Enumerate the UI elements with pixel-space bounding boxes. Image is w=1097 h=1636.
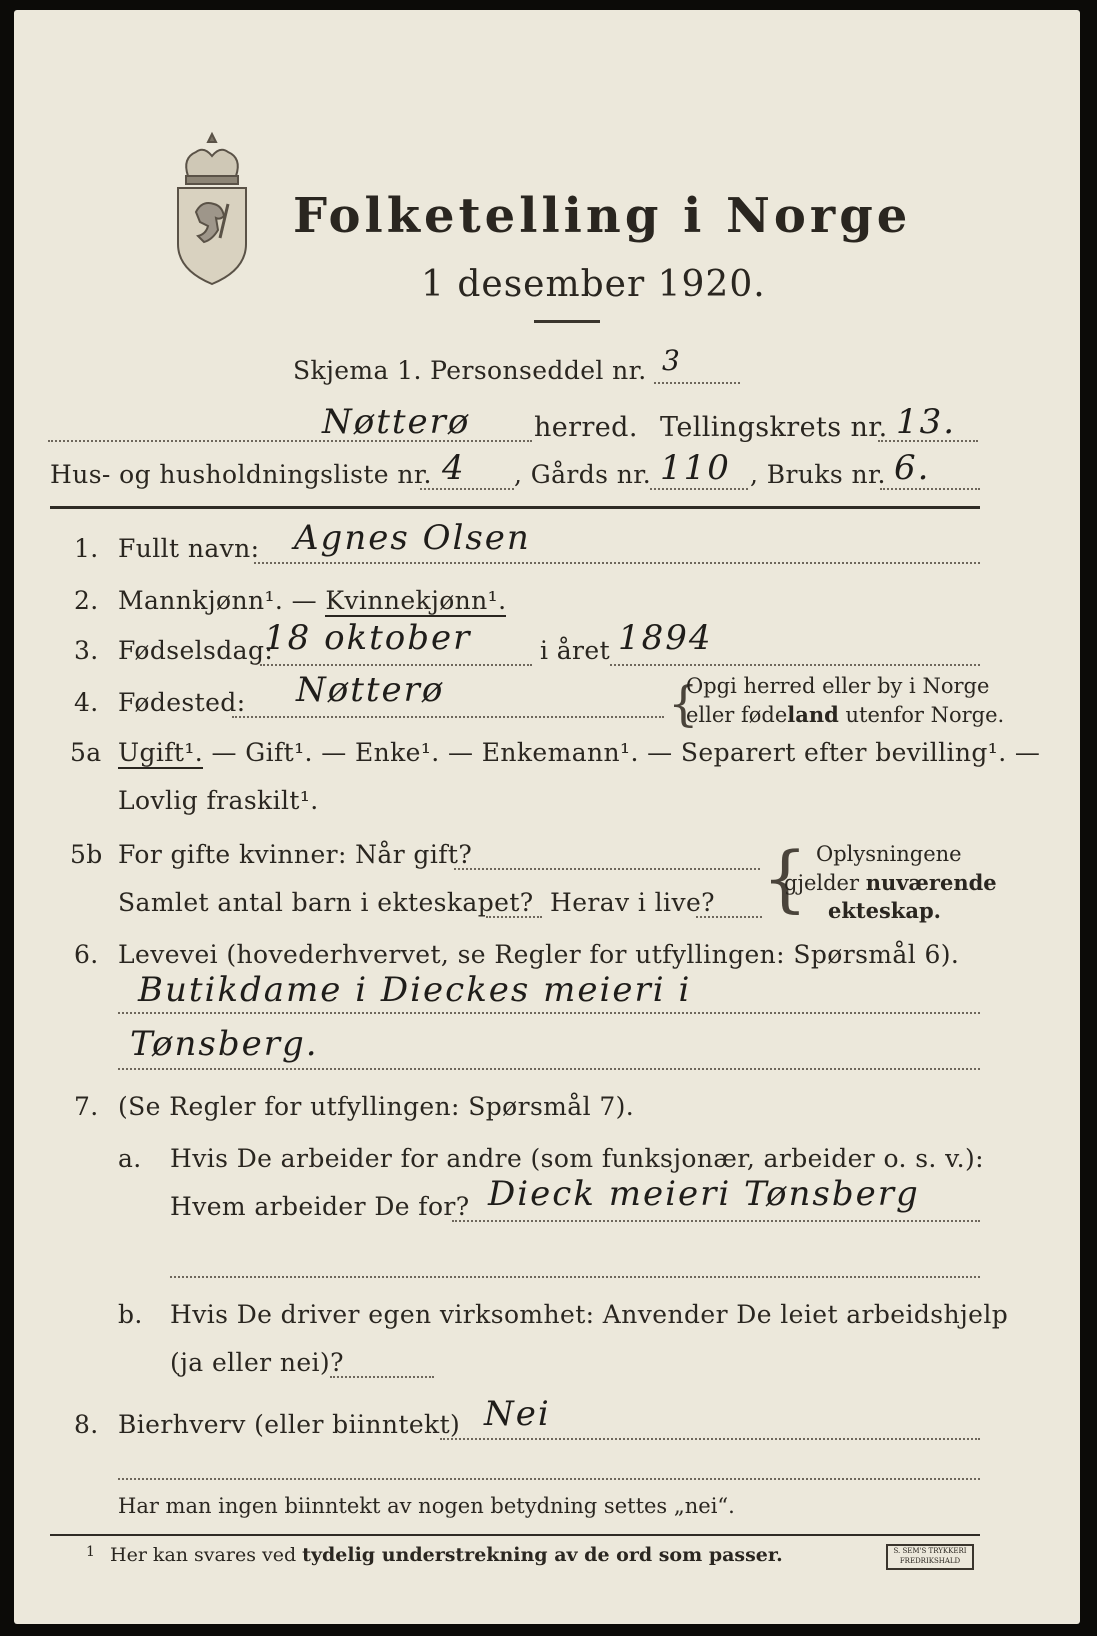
q6-line2 <box>118 1068 980 1070</box>
q5b-children-label: Samlet antal barn i ekteskapet? <box>118 888 534 917</box>
gards-value: 110 <box>660 448 731 488</box>
q7a-employer-value: Dieck meieri Tønsberg <box>488 1174 920 1214</box>
q4-note-line2: eller fødeland utenfor Norge. <box>686 702 1005 727</box>
census-date: 1 desember 1920. <box>421 264 766 305</box>
personseddel-value: 3 <box>662 344 682 377</box>
printer-stamp: S. SEM'S TRYKKERI FREDRIKSHALD <box>886 1544 974 1570</box>
q4-label: Fødested: <box>118 688 246 717</box>
q4-note-brace: { <box>668 676 699 732</box>
q5b-line1: For gifte kvinner: Når gift? <box>118 840 473 869</box>
personseddel-label: Skjema 1. Personseddel nr. <box>293 356 647 385</box>
q5b-note-line2: gjelder nuværende <box>784 870 997 895</box>
q1-label: Fullt navn: <box>118 534 260 563</box>
q7a-employer-line <box>452 1220 980 1222</box>
footnote-mark: 1 <box>86 1544 95 1560</box>
q4-line <box>232 716 664 718</box>
q2-sex-options <box>118 586 506 615</box>
q8-value: Nei <box>484 1394 551 1434</box>
q6-occupation-value-line1: Butikdame i Dieckes meieri i <box>138 970 692 1010</box>
q2-number: 2. <box>74 586 99 615</box>
q8-extra-line <box>118 1478 980 1480</box>
herred-label: herred. <box>534 412 638 443</box>
q2-option-male: Mannkjønn¹. — <box>118 586 326 615</box>
q1-line <box>254 562 980 564</box>
footnote-text: Her kan svares ved tydelig understrekning av de ord som passer. <box>110 1544 783 1566</box>
q1-full-name-value: Agnes Olsen <box>294 518 531 558</box>
q5a-option-ugift: Ugift¹. <box>118 738 204 767</box>
q5b-alive-label: Herav i live? <box>550 888 715 917</box>
q3-year-line <box>610 664 980 666</box>
bruks-line <box>880 488 980 490</box>
q5a-other-options: — Gift¹. — Enke¹. — Enkemann¹. — Separert efter bevilling¹. — <box>203 738 1041 767</box>
q7-number: 7. <box>74 1092 99 1121</box>
header-divider <box>50 506 980 509</box>
q5b-children-line <box>486 916 542 918</box>
q3-day-line <box>260 664 532 666</box>
q7b-label: (ja eller nei)? <box>170 1348 344 1377</box>
q7b-letter: b. <box>118 1300 143 1329</box>
biinntekt-note: Har man ingen biinntekt av nogen betydning settes „nei“. <box>118 1494 735 1518</box>
q7a-extra-line <box>170 1276 980 1278</box>
q5b-note-line1: Oplysningene <box>816 842 962 866</box>
hus-label: Hus- og husholdningsliste nr. <box>50 460 432 489</box>
herred-value: Nøtterø <box>322 402 471 442</box>
coat-of-arms-icon <box>166 128 258 286</box>
q6-line1 <box>118 1012 980 1014</box>
form-title: Folketelling i Norge <box>293 188 912 244</box>
q3-birthday-value: 18 oktober <box>264 618 472 658</box>
bruks-value: 6. <box>894 448 931 488</box>
personseddel-line <box>654 382 740 384</box>
q1-number: 1. <box>74 534 99 563</box>
q5b-alive-line <box>696 916 762 918</box>
q4-birthplace-value: Nøtterø <box>296 670 445 710</box>
q8-label: Bierhverv (eller biinntekt) <box>118 1410 461 1439</box>
q4-note-line1: Opgi herred eller by i Norge <box>686 674 990 698</box>
q8-line <box>440 1438 980 1440</box>
bruks-label: , Bruks nr. <box>750 460 886 489</box>
q5a-option-fraskilt: Lovlig fraskilt¹. <box>118 786 319 815</box>
q8-number: 8. <box>74 1410 99 1439</box>
q5b-number: 5b <box>70 840 103 869</box>
tellingskrets-value: 13. <box>896 402 957 442</box>
q3-label: Fødselsdag: <box>118 636 274 665</box>
q7b-question: Hvis De driver egen virksomhet: Anvender De leiet arbeidshjelp <box>170 1300 1009 1329</box>
q6-label: Levevei (hovederhvervet, se Regler for utfyllingen: Spørsmål 6). <box>118 940 960 969</box>
q6-occupation-value-line2: Tønsberg. <box>130 1024 319 1064</box>
q3-year-label: i året <box>540 636 611 665</box>
gards-label: , Gårds nr. <box>514 460 652 489</box>
q2-option-female: Kvinnekjønn¹. <box>325 586 507 615</box>
tellingskrets-label: Tellingskrets nr. <box>660 412 888 443</box>
q7a-question: Hvis De arbeider for andre (som funksjonær, arbeider o. s. v.): <box>170 1144 985 1173</box>
q4-number: 4. <box>74 688 99 717</box>
q5b-when-line <box>454 868 760 870</box>
footer-divider <box>50 1534 980 1536</box>
title-divider <box>534 320 600 323</box>
q5a-marital-options <box>118 738 1040 767</box>
q3-year-value: 1894 <box>618 618 713 658</box>
q5b-note-line3: ekteskap. <box>828 898 941 923</box>
q3-number: 3. <box>74 636 99 665</box>
q5a-number: 5a <box>70 738 102 767</box>
q7a-letter: a. <box>118 1144 142 1173</box>
hus-value: 4 <box>442 448 466 488</box>
q6-number: 6. <box>74 940 99 969</box>
q7a-employer-label: Hvem arbeider De for? <box>170 1192 470 1221</box>
q7-label: (Se Regler for utfyllingen: Spørsmål 7). <box>118 1092 635 1121</box>
gards-line <box>650 488 748 490</box>
census-form <box>14 10 1080 1624</box>
q7b-line <box>330 1376 434 1378</box>
q5b-note-brace: { <box>762 836 808 920</box>
hus-line <box>420 488 514 490</box>
